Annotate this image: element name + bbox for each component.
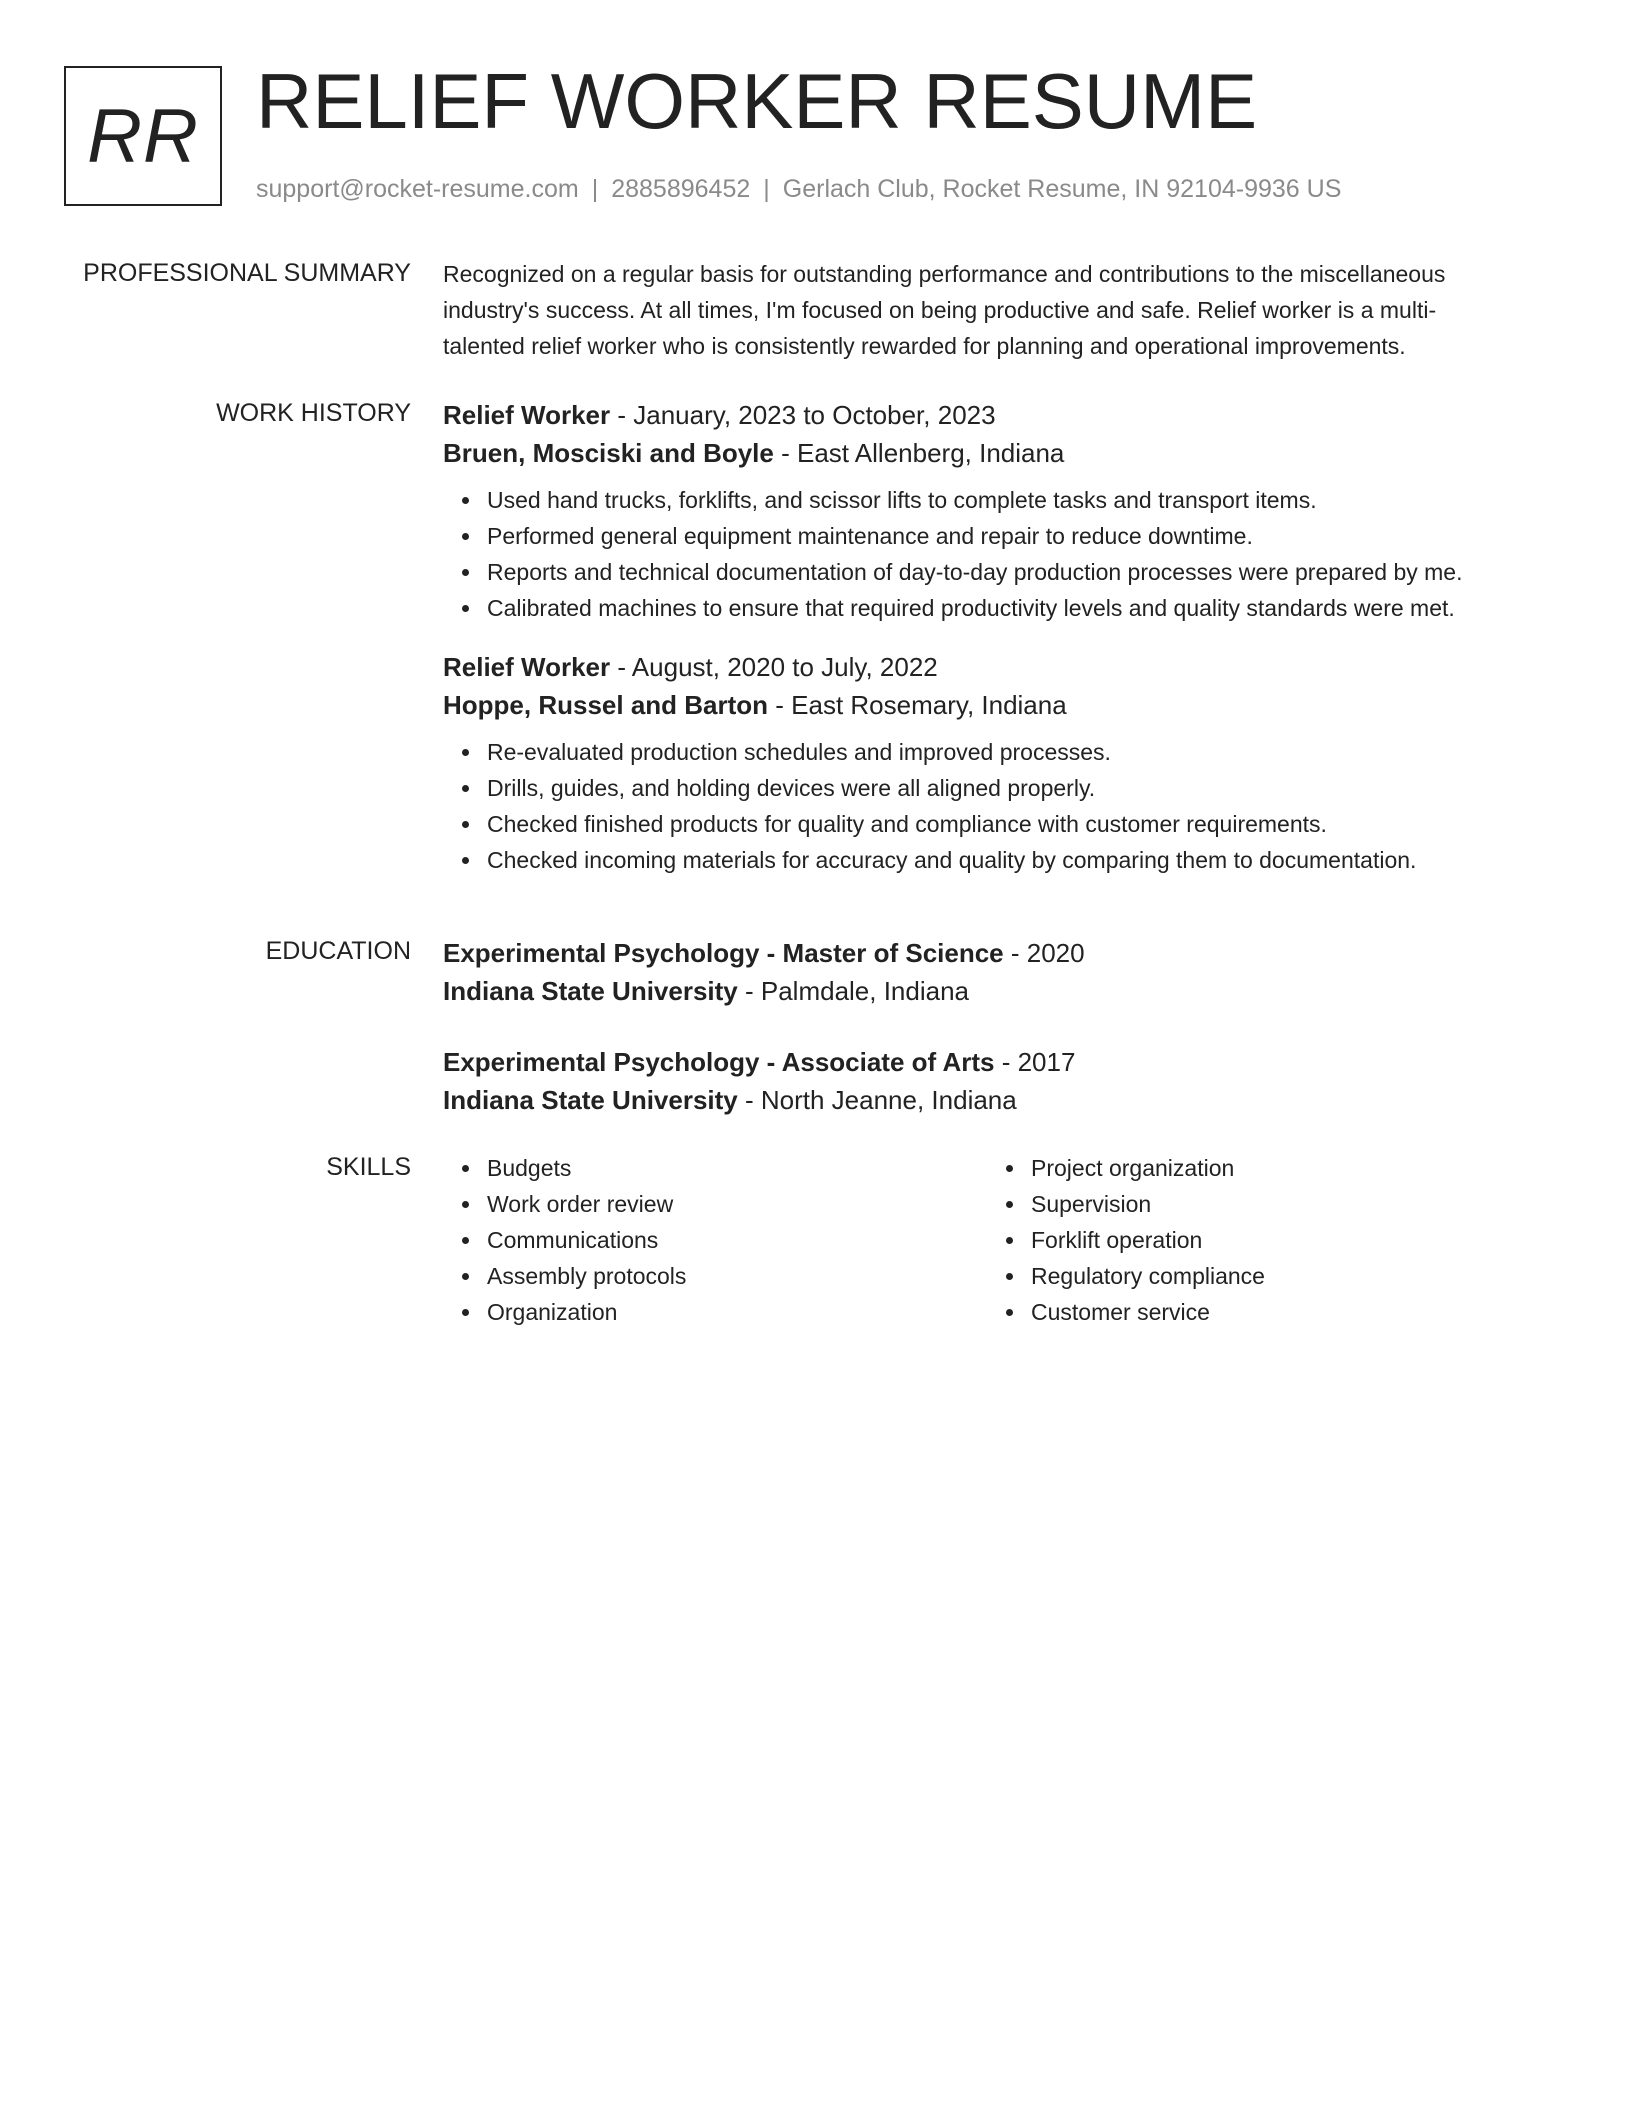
contact-separator: | [591, 175, 599, 203]
job-title-line [443, 396, 1573, 434]
job-location: - East Rosemary, Indiana [768, 690, 1067, 720]
school-line [443, 972, 1573, 1010]
education-entry [443, 1043, 1573, 1119]
school-line [443, 1081, 1573, 1119]
job-duty: Re-evaluated production schedules and improved processes. [487, 734, 1573, 770]
contact-phone: 2885896452 [611, 175, 751, 203]
school-location: - Palmdale, Indiana [737, 976, 970, 1006]
skills-column-left [443, 1150, 686, 1330]
job-duty: Reports and technical documentation of day-to-day production processes were prepared by me. [487, 554, 1573, 590]
section-label-summary: PROFESSIONAL SUMMARY [83, 259, 411, 287]
skill-item: Forklift operation [1031, 1222, 1265, 1258]
degree-line [443, 934, 1573, 972]
summary-line: industry's success. At all times, I'm focused on being productive and safe. Relief worker is a multi- [443, 297, 1437, 323]
skills-list [443, 1150, 686, 1330]
education-entry [443, 934, 1573, 1010]
education-body [443, 934, 1573, 1119]
section-label-education: EDUCATION [265, 937, 411, 965]
summary-line: Recognized on a regular basis for outstanding performance and contributions to the miscellaneous [443, 261, 1446, 287]
skill-item: Budgets [487, 1150, 686, 1186]
job-title: Relief Worker [443, 652, 611, 682]
job-entry [443, 396, 1573, 626]
contact-line [256, 172, 1341, 206]
monogram-box [64, 66, 222, 206]
contact-separator: | [763, 175, 770, 203]
degree-name: Experimental Psychology - Associate of Arts [443, 1047, 995, 1077]
work-history-body [443, 396, 1573, 878]
job-title-line [443, 648, 1573, 686]
skills-column-right [987, 1150, 1265, 1330]
job-duty: Checked incoming materials for accuracy and quality by comparing them to documentation. [487, 842, 1573, 878]
degree-name: Experimental Psychology - Master of Science [443, 938, 1004, 968]
school-name: Indiana State University [443, 976, 738, 1006]
job-company-line [443, 686, 1573, 724]
summary-line: talented relief worker who is consistently rewarded for planning and operational improvements. [443, 333, 1406, 359]
job-duty: Used hand trucks, forklifts, and scissor lifts to complete tasks and transport items. [487, 482, 1573, 518]
section-label-work-history: WORK HISTORY [216, 399, 411, 427]
skill-item: Customer service [1031, 1294, 1265, 1330]
skill-item: Assembly protocols [487, 1258, 686, 1294]
job-title: Relief Worker [443, 400, 611, 430]
monogram-initials: RR [87, 93, 199, 179]
section-label-skills: SKILLS [326, 1153, 411, 1181]
job-dates: - August, 2020 to July, 2022 [610, 652, 938, 682]
contact-email: support@rocket-resume.com [256, 175, 579, 203]
job-duty: Performed general equipment maintenance and repair to reduce downtime. [487, 518, 1573, 554]
job-location: - East Allenberg, Indiana [773, 438, 1065, 468]
skill-item: Supervision [1031, 1186, 1265, 1222]
summary-body [443, 256, 1573, 364]
job-company-line [443, 434, 1573, 472]
skill-item: Work order review [487, 1186, 686, 1222]
degree-line [443, 1043, 1573, 1081]
skills-list [987, 1150, 1265, 1330]
job-company: Hoppe, Russel and Barton [443, 690, 769, 720]
job-entry [443, 648, 1573, 878]
degree-year: - 2020 [1003, 938, 1085, 968]
job-duty: Drills, guides, and holding devices were all aligned properly. [487, 770, 1573, 806]
job-duty: Calibrated machines to ensure that required productivity levels and quality standards were met. [487, 590, 1573, 626]
skill-item: Communications [487, 1222, 686, 1258]
job-duty: Checked finished products for quality and compliance with customer requirements. [487, 806, 1573, 842]
skill-item: Regulatory compliance [1031, 1258, 1265, 1294]
resume-title: RELIEF WORKER RESUME [256, 57, 1258, 145]
skill-item: Organization [487, 1294, 686, 1330]
contact-address: Gerlach Club, Rocket Resume, IN 92104-9936 US [782, 175, 1342, 203]
school-name: Indiana State University [443, 1085, 738, 1115]
school-location: - North Jeanne, Indiana [737, 1085, 1017, 1115]
job-duties-list [443, 482, 1573, 626]
job-duties-list [443, 734, 1573, 878]
job-company: Bruen, Mosciski and Boyle [443, 438, 774, 468]
summary-paragraph [443, 256, 1573, 364]
degree-year: - 2017 [994, 1047, 1076, 1077]
job-dates: - January, 2023 to October, 2023 [610, 400, 996, 430]
skill-item: Project organization [1031, 1150, 1265, 1186]
